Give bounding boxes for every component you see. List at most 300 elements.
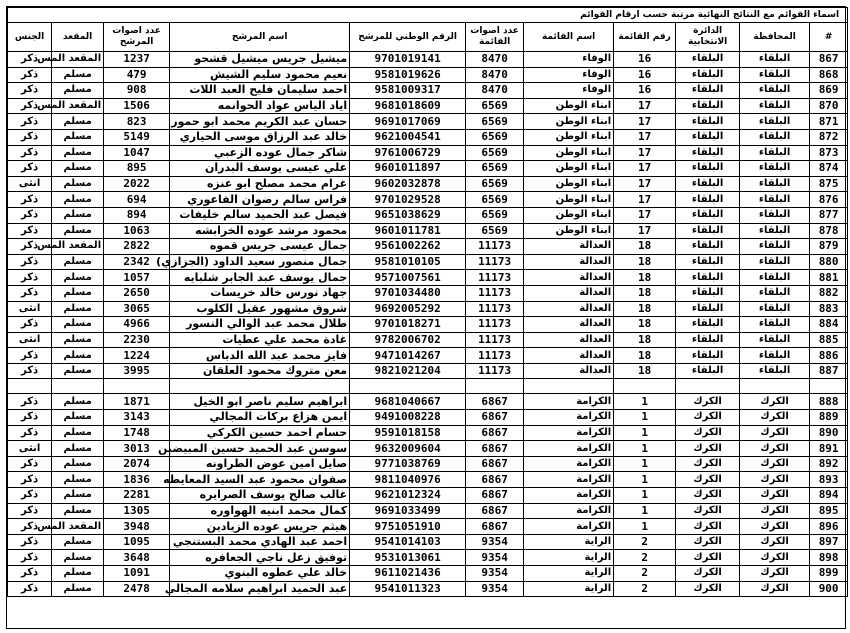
candidate-votes-cell: 2478 (104, 581, 170, 597)
national-id-cell: 9591018158 (350, 425, 466, 441)
table-row (8, 581, 848, 597)
list-votes-cell: 6867 (466, 519, 524, 535)
candidate-votes-cell: 2342 (104, 254, 170, 270)
list-number-cell: 1 (614, 519, 676, 535)
candidate-name-cell: جهاد نورس خالد خريسات (170, 285, 350, 301)
seat-cell: مسلم (52, 348, 104, 364)
district-cell: الكرك (676, 581, 740, 597)
national-id-cell: 9621012324 (350, 488, 466, 504)
candidate-name-cell: معن متروك محمود العلقان (170, 363, 350, 379)
table-row (8, 239, 848, 255)
candidate-votes-cell: 3143 (104, 410, 170, 426)
list-votes-cell: 6569 (466, 207, 524, 223)
list-name-cell: العدالة (524, 239, 614, 255)
list-number-cell: 17 (614, 192, 676, 208)
list-name-cell: العدالة (524, 254, 614, 270)
seat-cell: مسلم (52, 192, 104, 208)
gender-cell: ذكر (8, 129, 52, 145)
seat-cell: مسلم (52, 441, 104, 457)
list-votes-cell: 8470 (466, 67, 524, 83)
seat-cell: مسلم (52, 317, 104, 333)
candidate-name-cell: اياد الياس عواد الحوانمه (170, 98, 350, 114)
table-row (8, 456, 848, 472)
table-row (8, 534, 848, 550)
table-row (8, 285, 848, 301)
governorate-cell: البلقاء (740, 363, 810, 379)
header-no: # (810, 23, 848, 52)
row-number: 889 (810, 410, 848, 426)
list-name-cell: الكرامة (524, 425, 614, 441)
candidate-votes-cell: 2230 (104, 332, 170, 348)
gender-cell: ذكر (8, 83, 52, 99)
header-candidate-votes: عدد اصوات المرشح (104, 23, 170, 52)
governorate-cell: البلقاء (740, 239, 810, 255)
seat-cell: المقعد المس (52, 98, 104, 114)
seat-cell: مسلم (52, 550, 104, 566)
list-name-cell: الكرامة (524, 441, 614, 457)
seat-cell: مسلم (52, 363, 104, 379)
row-number: 884 (810, 317, 848, 333)
candidate-name-cell: علي عيسى يوسف البدران (170, 161, 350, 177)
district-cell: البلقاء (676, 285, 740, 301)
district-cell: الكرك (676, 456, 740, 472)
seat-cell: مسلم (52, 488, 104, 504)
candidate-votes-cell: 3013 (104, 441, 170, 457)
seat-cell: مسلم (52, 161, 104, 177)
list-number-cell: 18 (614, 348, 676, 364)
candidate-votes-cell: 2650 (104, 285, 170, 301)
row-number: 875 (810, 176, 848, 192)
row-number: 898 (810, 550, 848, 566)
gender-cell: ذكر (8, 348, 52, 364)
district-cell: البلقاء (676, 270, 740, 286)
list-name-cell: العدالة (524, 317, 614, 333)
candidate-name-cell: نعيم محمود سليم الشيش (170, 67, 350, 83)
district-cell: الكرك (676, 441, 740, 457)
table-row (8, 519, 848, 535)
seat-cell: مسلم (52, 83, 104, 99)
list-name-cell: الكرامة (524, 488, 614, 504)
list-name-cell: الوفاء (524, 52, 614, 68)
candidate-votes-cell: 1237 (104, 52, 170, 68)
header-seat: المقعد (52, 23, 104, 52)
gender-cell: انثى (8, 176, 52, 192)
row-number: 890 (810, 425, 848, 441)
seat-cell: مسلم (52, 145, 104, 161)
national-id-cell: 9632009604 (350, 441, 466, 457)
row-number: 891 (810, 441, 848, 457)
table-row (8, 348, 848, 364)
list-name-cell: الكرامة (524, 519, 614, 535)
list-votes-cell: 6569 (466, 114, 524, 130)
list-votes-cell: 9354 (466, 566, 524, 582)
list-votes-cell: 6569 (466, 129, 524, 145)
list-name-cell: الوفاء (524, 67, 614, 83)
seat-cell: مسلم (52, 534, 104, 550)
row-number: 879 (810, 239, 848, 255)
gender-cell: ذكر (8, 207, 52, 223)
candidate-name-cell: طلال محمد عبد الوالي النسور (170, 317, 350, 333)
candidate-votes-cell: 2074 (104, 456, 170, 472)
list-name-cell: ابناء الوطن (524, 176, 614, 192)
list-name-cell: الراية (524, 534, 614, 550)
list-number-cell: 1 (614, 410, 676, 426)
table-row (8, 410, 848, 426)
header-governorate: المحافظة (740, 23, 810, 52)
district-cell: البلقاء (676, 317, 740, 333)
national-id-cell: 9811040976 (350, 472, 466, 488)
list-name-cell: العدالة (524, 348, 614, 364)
empty-cell (466, 379, 524, 394)
governorate-cell: البلقاء (740, 129, 810, 145)
list-number-cell: 17 (614, 145, 676, 161)
gender-cell: ذكر (8, 114, 52, 130)
gender-cell: ذكر (8, 52, 52, 68)
national-id-cell: 9692005292 (350, 301, 466, 317)
candidate-votes-cell: 5149 (104, 129, 170, 145)
list-votes-cell: 6867 (466, 410, 524, 426)
empty-cell (52, 379, 104, 394)
governorate-cell: الكرك (740, 394, 810, 410)
governorate-cell: البلقاء (740, 67, 810, 83)
candidate-votes-cell: 1057 (104, 270, 170, 286)
table-row (8, 488, 848, 504)
candidate-name-cell: جمال منصور سعيد الداود (الجزازي) (170, 254, 350, 270)
list-votes-cell: 6569 (466, 192, 524, 208)
gender-cell: ذكر (8, 254, 52, 270)
district-cell: البلقاء (676, 192, 740, 208)
governorate-cell: البلقاء (740, 145, 810, 161)
candidate-name-cell: غادة محمد علي عطيات (170, 332, 350, 348)
gender-cell: ذكر (8, 285, 52, 301)
list-number-cell: 16 (614, 67, 676, 83)
gender-cell: ذكر (8, 425, 52, 441)
candidate-name-cell: محمود مرشد عوده الخرابشه (170, 223, 350, 239)
governorate-cell: البلقاء (740, 223, 810, 239)
national-id-cell: 9821021204 (350, 363, 466, 379)
governorate-cell: الكرك (740, 472, 810, 488)
district-cell: البلقاء (676, 145, 740, 161)
gender-cell: ذكر (8, 550, 52, 566)
list-number-cell: 2 (614, 581, 676, 597)
national-id-cell: 9571007561 (350, 270, 466, 286)
governorate-cell: الكرك (740, 534, 810, 550)
list-number-cell: 18 (614, 285, 676, 301)
list-votes-cell: 6569 (466, 161, 524, 177)
list-votes-cell: 6867 (466, 441, 524, 457)
candidate-name-cell: سوسن عبد الحميد حسين المبيضين (170, 441, 350, 457)
list-number-cell: 1 (614, 503, 676, 519)
table-row (8, 52, 848, 68)
table-row (8, 192, 848, 208)
page-title: اسماء القوائم مع النتائج النهائية مرتبة حسب ارقام القوائم (8, 8, 848, 23)
candidate-votes-cell: 908 (104, 83, 170, 99)
national-id-cell: 9782006702 (350, 332, 466, 348)
district-cell: البلقاء (676, 83, 740, 99)
table-row (8, 363, 848, 379)
gender-cell: ذكر (8, 145, 52, 161)
district-cell: الكرك (676, 488, 740, 504)
list-votes-cell: 9354 (466, 550, 524, 566)
district-cell: البلقاء (676, 98, 740, 114)
seat-cell: المقعد المس (52, 519, 104, 535)
governorate-cell: الكرك (740, 488, 810, 504)
candidate-name-cell: صفوان محمود عبد السيد المعايطه (170, 472, 350, 488)
district-cell: البلقاء (676, 363, 740, 379)
empty-cell (740, 379, 810, 394)
seat-cell: مسلم (52, 503, 104, 519)
gender-cell: ذكر (8, 566, 52, 582)
list-name-cell: الكرامة (524, 472, 614, 488)
row-number: 885 (810, 332, 848, 348)
list-votes-cell: 6867 (466, 394, 524, 410)
national-id-cell: 9601011781 (350, 223, 466, 239)
list-name-cell: الكرامة (524, 456, 614, 472)
table-row (8, 176, 848, 192)
list-name-cell: ابناء الوطن (524, 223, 614, 239)
governorate-cell: البلقاء (740, 161, 810, 177)
table-row (8, 503, 848, 519)
list-number-cell: 18 (614, 270, 676, 286)
candidate-name-cell: احمد عبد الهادي محمد البستنجي (170, 534, 350, 550)
district-cell: البلقاء (676, 52, 740, 68)
list-number-cell: 1 (614, 394, 676, 410)
seat-cell: مسلم (52, 67, 104, 83)
separator-row (8, 379, 848, 394)
list-number-cell: 1 (614, 425, 676, 441)
district-cell: البلقاء (676, 239, 740, 255)
list-name-cell: العدالة (524, 270, 614, 286)
seat-cell: مسلم (52, 129, 104, 145)
list-number-cell: 16 (614, 52, 676, 68)
row-number: 899 (810, 566, 848, 582)
governorate-cell: الكرك (740, 456, 810, 472)
seat-cell: مسلم (52, 301, 104, 317)
district-cell: البلقاء (676, 176, 740, 192)
candidate-name-cell: هيثم جريس عوده الزيادين (170, 519, 350, 535)
row-number: 894 (810, 488, 848, 504)
national-id-cell: 9691033499 (350, 503, 466, 519)
row-number: 883 (810, 301, 848, 317)
results-sheet (6, 6, 846, 629)
gender-cell: ذكر (8, 534, 52, 550)
governorate-cell: البلقاء (740, 348, 810, 364)
table-row (8, 207, 848, 223)
gender-cell: ذكر (8, 488, 52, 504)
candidate-name-cell: جمال يوسف عبد الجابر شلبايه (170, 270, 350, 286)
candidate-name-cell: ميشيل جريس ميشيل قشحو (170, 52, 350, 68)
list-number-cell: 18 (614, 332, 676, 348)
candidate-name-cell: فيصل عبد الحميد سالم خليفات (170, 207, 350, 223)
governorate-cell: البلقاء (740, 176, 810, 192)
list-votes-cell: 6867 (466, 488, 524, 504)
district-cell: البلقاء (676, 207, 740, 223)
national-id-cell: 9581010105 (350, 254, 466, 270)
national-id-cell: 9581019626 (350, 67, 466, 83)
list-votes-cell: 6867 (466, 425, 524, 441)
header-list-votes: عدد اصوات القائمة (466, 23, 524, 52)
list-number-cell: 1 (614, 441, 676, 457)
national-id-cell: 9531013061 (350, 550, 466, 566)
national-id-cell: 9611021436 (350, 566, 466, 582)
national-id-cell: 9601011897 (350, 161, 466, 177)
governorate-cell: البلقاء (740, 83, 810, 99)
table-row (8, 425, 848, 441)
candidate-votes-cell: 1224 (104, 348, 170, 364)
list-votes-cell: 6867 (466, 503, 524, 519)
gender-cell: ذكر (8, 239, 52, 255)
district-cell: البلقاء (676, 129, 740, 145)
district-cell: الكرك (676, 410, 740, 426)
list-name-cell: العدالة (524, 363, 614, 379)
national-id-cell: 9581009317 (350, 83, 466, 99)
gender-cell: ذكر (8, 410, 52, 426)
list-votes-cell: 8470 (466, 83, 524, 99)
table-row (8, 332, 848, 348)
national-id-cell: 9491008228 (350, 410, 466, 426)
list-votes-cell: 11173 (466, 317, 524, 333)
seat-cell: مسلم (52, 410, 104, 426)
list-votes-cell: 6569 (466, 176, 524, 192)
gender-cell: ذكر (8, 270, 52, 286)
table-row (8, 67, 848, 83)
national-id-cell: 9701029528 (350, 192, 466, 208)
row-number: 880 (810, 254, 848, 270)
gender-cell: ذكر (8, 161, 52, 177)
candidate-name-cell: جمال عيسى جريس قموه (170, 239, 350, 255)
row-number: 876 (810, 192, 848, 208)
national-id-cell: 9701034480 (350, 285, 466, 301)
table-row (8, 472, 848, 488)
seat-cell: مسلم (52, 270, 104, 286)
table-row (8, 223, 848, 239)
row-number: 873 (810, 145, 848, 161)
gender-cell: ذكر (8, 472, 52, 488)
candidate-name-cell: فراس سالم رضوان الفاعوري (170, 192, 350, 208)
row-number: 888 (810, 394, 848, 410)
national-id-cell: 9761006729 (350, 145, 466, 161)
table-row (8, 98, 848, 114)
list-number-cell: 1 (614, 456, 676, 472)
district-cell: الكرك (676, 534, 740, 550)
candidate-votes-cell: 2022 (104, 176, 170, 192)
national-id-cell: 9701018271 (350, 317, 466, 333)
governorate-cell: الكرك (740, 550, 810, 566)
candidate-name-cell: ايمن هزاع بركات المجالي (170, 410, 350, 426)
candidate-votes-cell: 479 (104, 67, 170, 83)
list-name-cell: الوفاء (524, 83, 614, 99)
list-name-cell: الراية (524, 550, 614, 566)
header-district: الدائرة الانتخابية (676, 23, 740, 52)
table-row (8, 114, 848, 130)
list-name-cell: الكرامة (524, 394, 614, 410)
national-id-cell: 9691017069 (350, 114, 466, 130)
candidate-votes-cell: 1095 (104, 534, 170, 550)
governorate-cell: البلقاء (740, 114, 810, 130)
list-votes-cell: 6569 (466, 223, 524, 239)
governorate-cell: البلقاء (740, 317, 810, 333)
candidate-votes-cell: 2822 (104, 239, 170, 255)
governorate-cell: البلقاء (740, 301, 810, 317)
gender-cell: انثى (8, 301, 52, 317)
national-id-cell: 9751051910 (350, 519, 466, 535)
table-row (8, 145, 848, 161)
gender-cell: ذكر (8, 317, 52, 333)
candidate-votes-cell: 1748 (104, 425, 170, 441)
gender-cell: ذكر (8, 192, 52, 208)
list-votes-cell: 11173 (466, 348, 524, 364)
list-number-cell: 17 (614, 207, 676, 223)
table-row (8, 83, 848, 99)
list-votes-cell: 6867 (466, 472, 524, 488)
list-number-cell: 2 (614, 566, 676, 582)
gender-cell: ذكر (8, 67, 52, 83)
seat-cell: مسلم (52, 176, 104, 192)
seat-cell: مسلم (52, 581, 104, 597)
title-row (8, 8, 848, 23)
national-id-cell: 9701019141 (350, 52, 466, 68)
gender-cell: انثى (8, 332, 52, 348)
national-id-cell: 9541014103 (350, 534, 466, 550)
empty-cell (614, 379, 676, 394)
gender-cell: ذكر (8, 394, 52, 410)
district-cell: الكرك (676, 472, 740, 488)
list-number-cell: 17 (614, 176, 676, 192)
seat-cell: مسلم (52, 472, 104, 488)
seat-cell: مسلم (52, 223, 104, 239)
empty-cell (810, 379, 848, 394)
national-id-cell: 9771038769 (350, 456, 466, 472)
list-number-cell: 2 (614, 550, 676, 566)
empty-cell (350, 379, 466, 394)
national-id-cell: 9651038629 (350, 207, 466, 223)
list-number-cell: 17 (614, 223, 676, 239)
seat-cell: مسلم (52, 425, 104, 441)
list-name-cell: ابناء الوطن (524, 114, 614, 130)
list-name-cell: الكرامة (524, 410, 614, 426)
candidate-votes-cell: 3948 (104, 519, 170, 535)
national-id-cell: 9471014267 (350, 348, 466, 364)
governorate-cell: البلقاء (740, 285, 810, 301)
list-number-cell: 18 (614, 239, 676, 255)
table-row (8, 441, 848, 457)
seat-cell: مسلم (52, 456, 104, 472)
governorate-cell: البلقاء (740, 332, 810, 348)
empty-cell (170, 379, 350, 394)
row-number: 882 (810, 285, 848, 301)
row-number: 892 (810, 456, 848, 472)
empty-cell (104, 379, 170, 394)
candidate-name-cell: شروق مشهور عقيل الكلوب (170, 301, 350, 317)
national-id-cell: 9602032878 (350, 176, 466, 192)
row-number: 870 (810, 98, 848, 114)
list-name-cell: ابناء الوطن (524, 192, 614, 208)
list-votes-cell: 9354 (466, 581, 524, 597)
national-id-cell: 9681040667 (350, 394, 466, 410)
gender-cell: انثى (8, 441, 52, 457)
list-name-cell: ابناء الوطن (524, 129, 614, 145)
governorate-cell: البلقاء (740, 254, 810, 270)
list-votes-cell: 11173 (466, 363, 524, 379)
governorate-cell: البلقاء (740, 192, 810, 208)
list-votes-cell: 11173 (466, 239, 524, 255)
row-number: 897 (810, 534, 848, 550)
list-number-cell: 16 (614, 83, 676, 99)
list-name-cell: العدالة (524, 332, 614, 348)
candidate-votes-cell: 1836 (104, 472, 170, 488)
candidate-name-cell: غالب صالح يوسف الصرايره (170, 488, 350, 504)
seat-cell: المقعد المس (52, 239, 104, 255)
